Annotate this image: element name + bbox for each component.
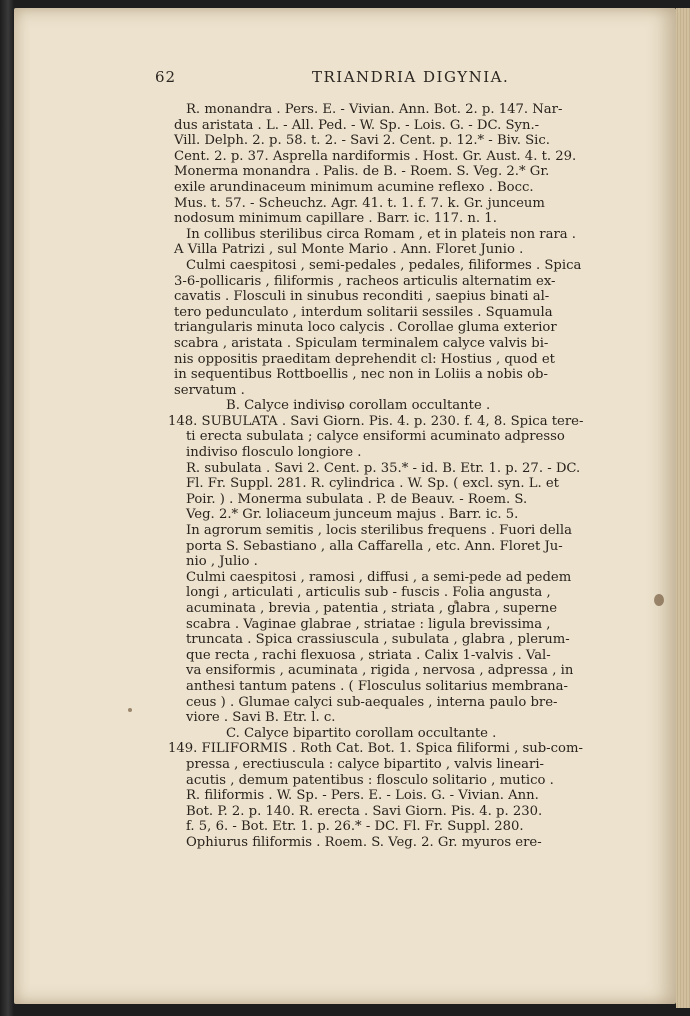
text-line: ti erecta subulata ; calyce ensiformi acuminato adpresso: [186, 429, 565, 445]
text-line: dus aristata . L. - All. Ped. - W. Sp. - Lois. G. - DC. Syn.-: [174, 117, 540, 133]
text-line: B. Calyce indiviso corollam occultante .: [226, 398, 491, 414]
text-line: Bot. P. 2. p. 140. R. erecta . Savi Giorn. Pis. 4. p. 230.: [186, 803, 543, 819]
text-line: In collibus sterilibus circa Romam , et in plateis non rara .: [186, 226, 576, 242]
text-line: nio , Julio .: [186, 554, 258, 570]
text-line: 148. SUBULATA . Savi Giorn. Pis. 4. p. 230. f. 4, 8. Spica tere-: [168, 413, 584, 429]
text-line: anthesi tantum patens . ( Flosculus solitarius membrana-: [186, 678, 568, 694]
text-line: f. 5, 6. - Bot. Etr. 1. p. 26.* - DC. Fl. Fr. Suppl. 280.: [186, 819, 524, 835]
text-line: In agrorum semitis , locis sterilibus frequens . Fuori della: [186, 523, 572, 539]
text-line: longi , articulati , articulis sub - fuscis . Folia angusta ,: [186, 585, 551, 601]
text-line: nis oppositis praeditam deprehendit cl: Hostius , quod et: [174, 351, 555, 367]
text-line: tero pedunculato , interdum solitarii sessiles . Squamula: [174, 304, 553, 320]
text-line: indiviso flosculo longiore .: [186, 445, 362, 461]
text-line: C. Calyce bipartito corollam occultante .: [226, 725, 497, 741]
page-text: [168, 102, 623, 851]
text-line: que recta , rachi flexuosa , striata . Calix 1-valvis . Val-: [186, 647, 551, 663]
text-line: exile arundinaceum minimum acumine reflexo . Bocc.: [174, 179, 534, 195]
text-line: Veg. 2.* Gr. loliaceum junceum majus . Barr. ic. 5.: [186, 507, 519, 523]
text-line: viore . Savi B. Etr. l. c.: [186, 710, 336, 726]
page-edge: [676, 8, 690, 1008]
text-line: porta S. Sebastiano , alla Caffarella , etc. Ann. Floret Ju-: [186, 538, 563, 554]
text-line: Cent. 2. p. 37. Asprella nardiformis . Host. Gr. Aust. 4. t. 29.: [174, 148, 577, 164]
text-line: Mus. t. 57. - Scheuchz. Agr. 41. t. 1. f. 7. k. Gr. junceum: [174, 195, 545, 211]
ink-spot: [128, 708, 132, 712]
text-line: Vill. Delph. 2. p. 58. t. 2. - Savi 2. Cent. p. 12.* - Biv. Sic.: [174, 133, 550, 149]
text-line: Poir. ) . Monerma subulata . P. de Beauv. - Roem. S.: [186, 491, 528, 507]
text-line: ceus ) . Glumae calyci sub-aequales , interna paulo bre-: [186, 694, 558, 710]
page-number: 62: [155, 68, 177, 86]
text-line: A Villa Patrizi , sul Monte Mario . Ann. Floret Junio .: [174, 242, 524, 258]
text-line: pressa , erectiuscula : calyce bipartito , valvis lineari-: [186, 756, 545, 772]
ink-spot: [654, 594, 664, 606]
text-line: nodosum minimum capillare . Barr. ic. 117. n. 1.: [174, 211, 497, 227]
text-line: 3-6-pollicaris , filiformis , racheos articulis alternatim ex-: [174, 273, 556, 289]
text-line: Culmi caespitosi , semi-pedales , pedales, filiformes . Spica: [186, 257, 582, 273]
text-line: Monerma monandra . Palis. de B. - Roem. S. Veg. 2.* Gr.: [174, 164, 550, 180]
text-line: triangularis minuta loco calycis . Corollae gluma exterior: [174, 320, 557, 336]
text-line: Ophiurus filiformis . Roem. S. Veg. 2. Gr. myuros ere-: [186, 834, 542, 850]
text-line: acuminata , brevia , patentia , striata , glabra , superne: [186, 601, 558, 616]
text-line: cavatis . Flosculi in sinubus reconditi , saepius binati al-: [174, 289, 550, 305]
text-line: R. filiformis . W. Sp. - Pers. E. - Lois. G. - Vivian. Ann.: [186, 788, 539, 804]
text-line: Culmi caespitosi , ramosi , diffusi , a semi-pede ad pedem: [186, 569, 572, 585]
text-line: truncata . Spica crassiuscula , subulata , glabra , plerum-: [186, 632, 570, 648]
text-line: scabra , aristata . Spiculam terminalem calyce valvis bi-: [174, 335, 549, 351]
text-line: va ensiformis , acuminata , rigida , nervosa , adpressa , in: [186, 663, 574, 679]
text-line: R. monandra . Pers. E. - Vivian. Ann. Bot. 2. p. 147. Nar-: [186, 102, 563, 117]
text-line: 149. FILIFORMIS . Roth Cat. Bot. 1. Spica filiformi , sub-com-: [168, 741, 583, 757]
text-line: in sequentibus Rottboellis , nec non in Loliis a nobis ob-: [174, 367, 548, 383]
text-line: Fl. Fr. Suppl. 281. R. cylindrica . W. Sp. ( excl. syn. L. et: [186, 476, 559, 492]
text-line: R. subulata . Savi 2. Cent. p. 35.* - id. B. Etr. 1. p. 27. - DC.: [186, 460, 581, 476]
text-line: acutis , demum patentibus : flosculo solitario , mutico .: [186, 772, 554, 788]
text-line: scabra . Vaginae glabrae , striatae : ligula brevissima ,: [186, 616, 551, 632]
running-head: TRIANDRIA DIGYNIA.: [312, 68, 510, 86]
text-line: servatum .: [174, 382, 245, 398]
